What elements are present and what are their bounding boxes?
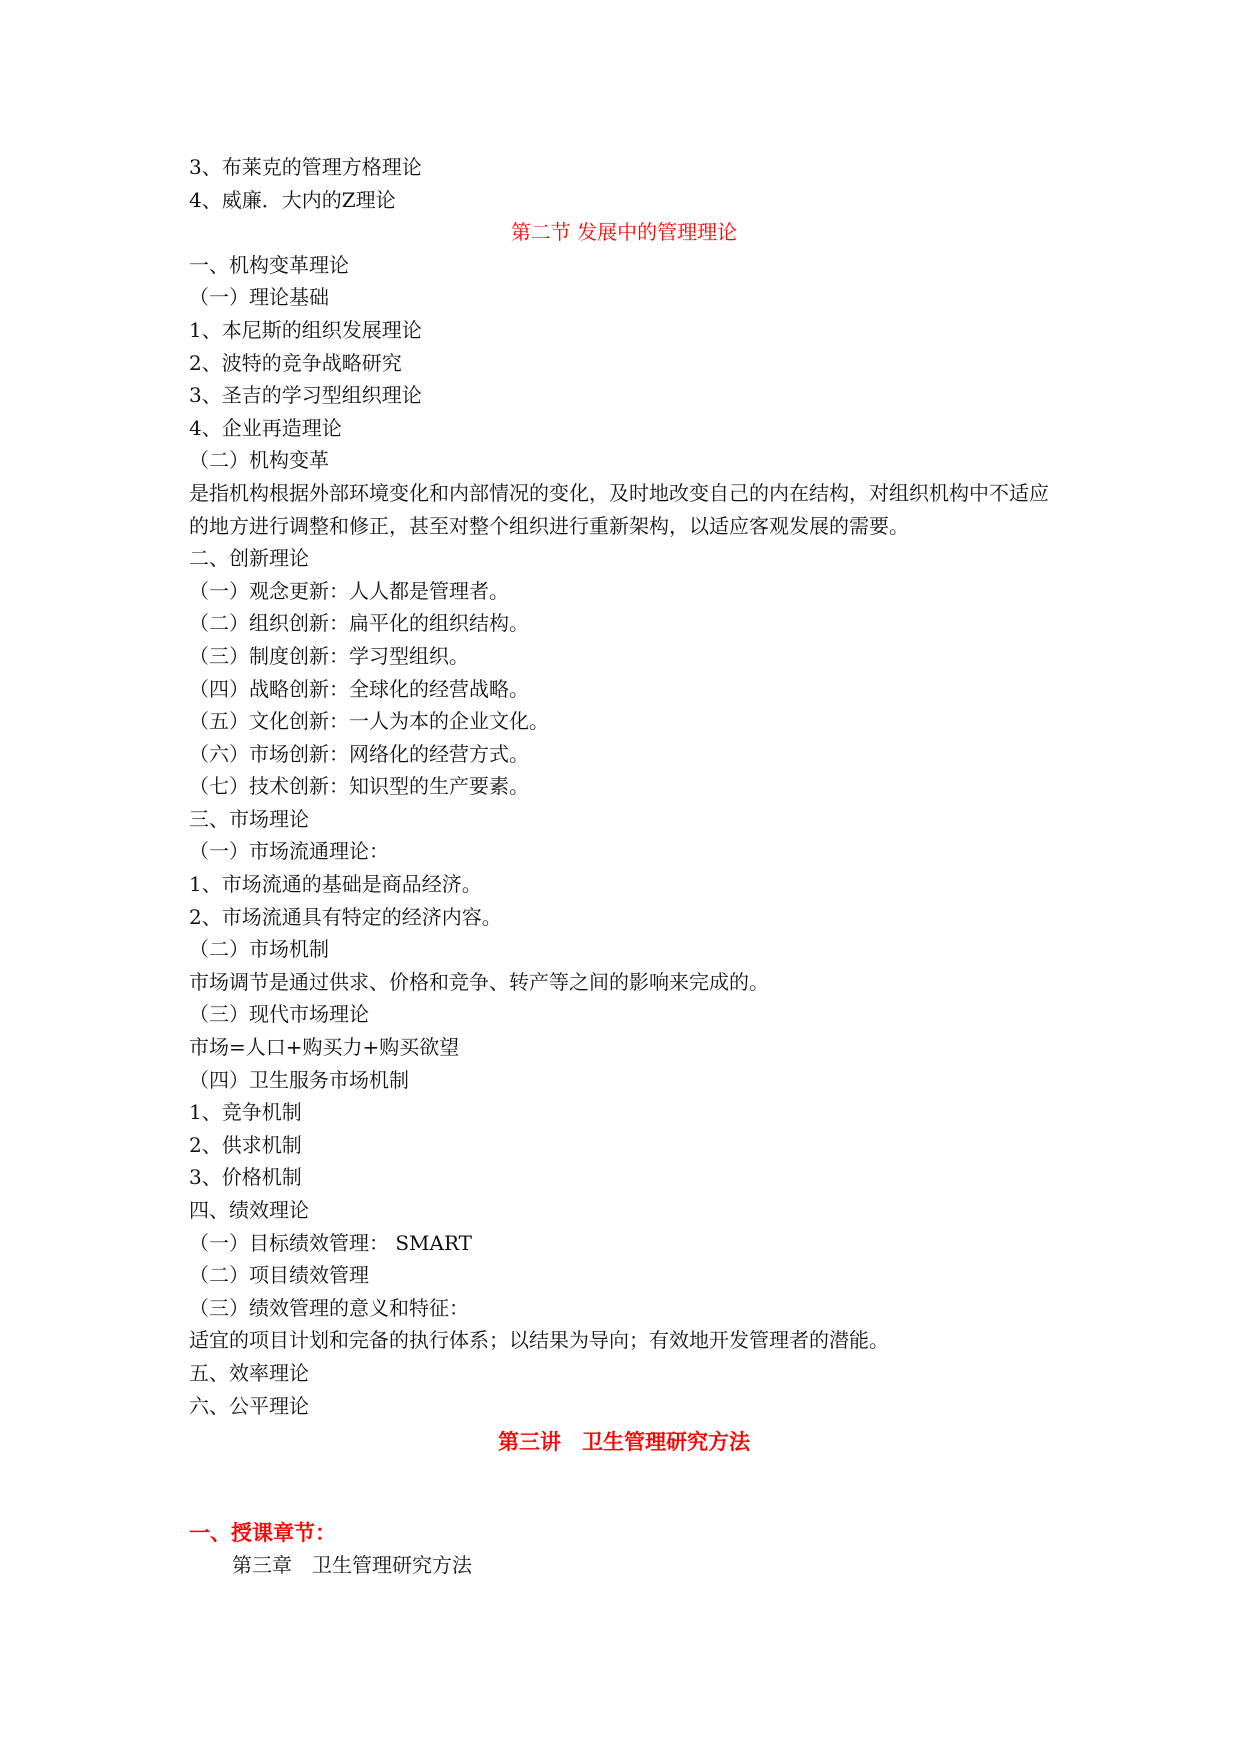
text-line: 1、市场流通的基础是商品经济。	[189, 872, 482, 897]
text-line: （二）市场机制	[189, 937, 329, 962]
text-line: （二）组织创新：扁平化的组织结构。	[189, 611, 529, 636]
text-line: 3、价格机制	[189, 1165, 302, 1190]
text-line: 2、波特的竞争战略研究	[189, 350, 402, 375]
document-body	[189, 151, 1059, 1582]
text-line: （四）战略创新：全球化的经营战略。	[189, 676, 529, 701]
text-line: 二、创新理论	[189, 546, 309, 571]
text-line: 市场调节是通过供求、价格和竞争、转产等之间的影响来完成的。	[189, 969, 769, 994]
section-title: 第二节 发展中的管理理论	[510, 220, 738, 245]
text-line: （七）技术创新：知识型的生产要素。	[189, 774, 529, 799]
paragraph: 是指机构根据外部环境变化和内部情况的变化，及时地改变自己的内在结构，对组织机构中不适应的地方进行调整和修正，甚至对整个组织进行重新架构，以适应客观发展的需要。	[189, 480, 1049, 538]
text-line: 2、供求机制	[189, 1132, 302, 1157]
text-line: （一）市场流通理论：	[189, 839, 389, 864]
text-line: 五、效率理论	[189, 1360, 309, 1385]
text-line: 适宜的项目计划和完备的执行体系；以结果为导向；有效地开发管理者的潜能。	[189, 1328, 889, 1353]
text-line: （三）制度创新：学习型组织。	[189, 643, 469, 668]
text-line: 四、绩效理论	[189, 1198, 309, 1222]
lecture-title: 第三讲 卫生管理研究方法	[498, 1429, 750, 1455]
chapter-line: 第三章 卫生管理研究方法	[232, 1553, 472, 1578]
text-line: 市场=人口+购买力+购买欲望	[189, 1035, 460, 1060]
text-line: 三、市场理论	[189, 806, 309, 831]
text-line: （五）文化创新：一人为本的企业文化。	[189, 709, 549, 734]
text-line: 4、企业再造理论	[189, 415, 342, 440]
text-line: 六、公平理论	[189, 1393, 309, 1418]
text-line: 4、威廉．大内的Z理论	[189, 187, 396, 212]
text-line: （四）卫生服务市场机制	[189, 1067, 409, 1092]
text-line: 1、本尼斯的组织发展理论	[189, 317, 422, 342]
text-line: 一、机构变革理论	[189, 252, 349, 277]
text-line: 3、布莱克的管理方格理论	[189, 155, 422, 179]
text-line: （一）观念更新：人人都是管理者。	[189, 578, 509, 603]
text-line: （三）绩效管理的意义和特征：	[189, 1295, 469, 1320]
chapter-heading: 一、授课章节：	[189, 1519, 336, 1545]
text-line: （一）目标绩效管理： SMART	[189, 1230, 473, 1255]
text-line: （六）市场创新：网络化的经营方式。	[189, 741, 529, 766]
text-line: （一）理论基础	[189, 285, 329, 310]
text-line: （二）机构变革	[189, 448, 329, 473]
text-line: （三）现代市场理论	[189, 1002, 369, 1027]
text-line: 3、圣吉的学习型组织理论	[189, 383, 422, 408]
spacer	[189, 1459, 1059, 1517]
text-line: 1、竞争机制	[189, 1100, 302, 1125]
text-line: 2、市场流通具有特定的经济内容。	[189, 904, 502, 929]
text-line: （二）项目绩效管理	[189, 1263, 369, 1288]
